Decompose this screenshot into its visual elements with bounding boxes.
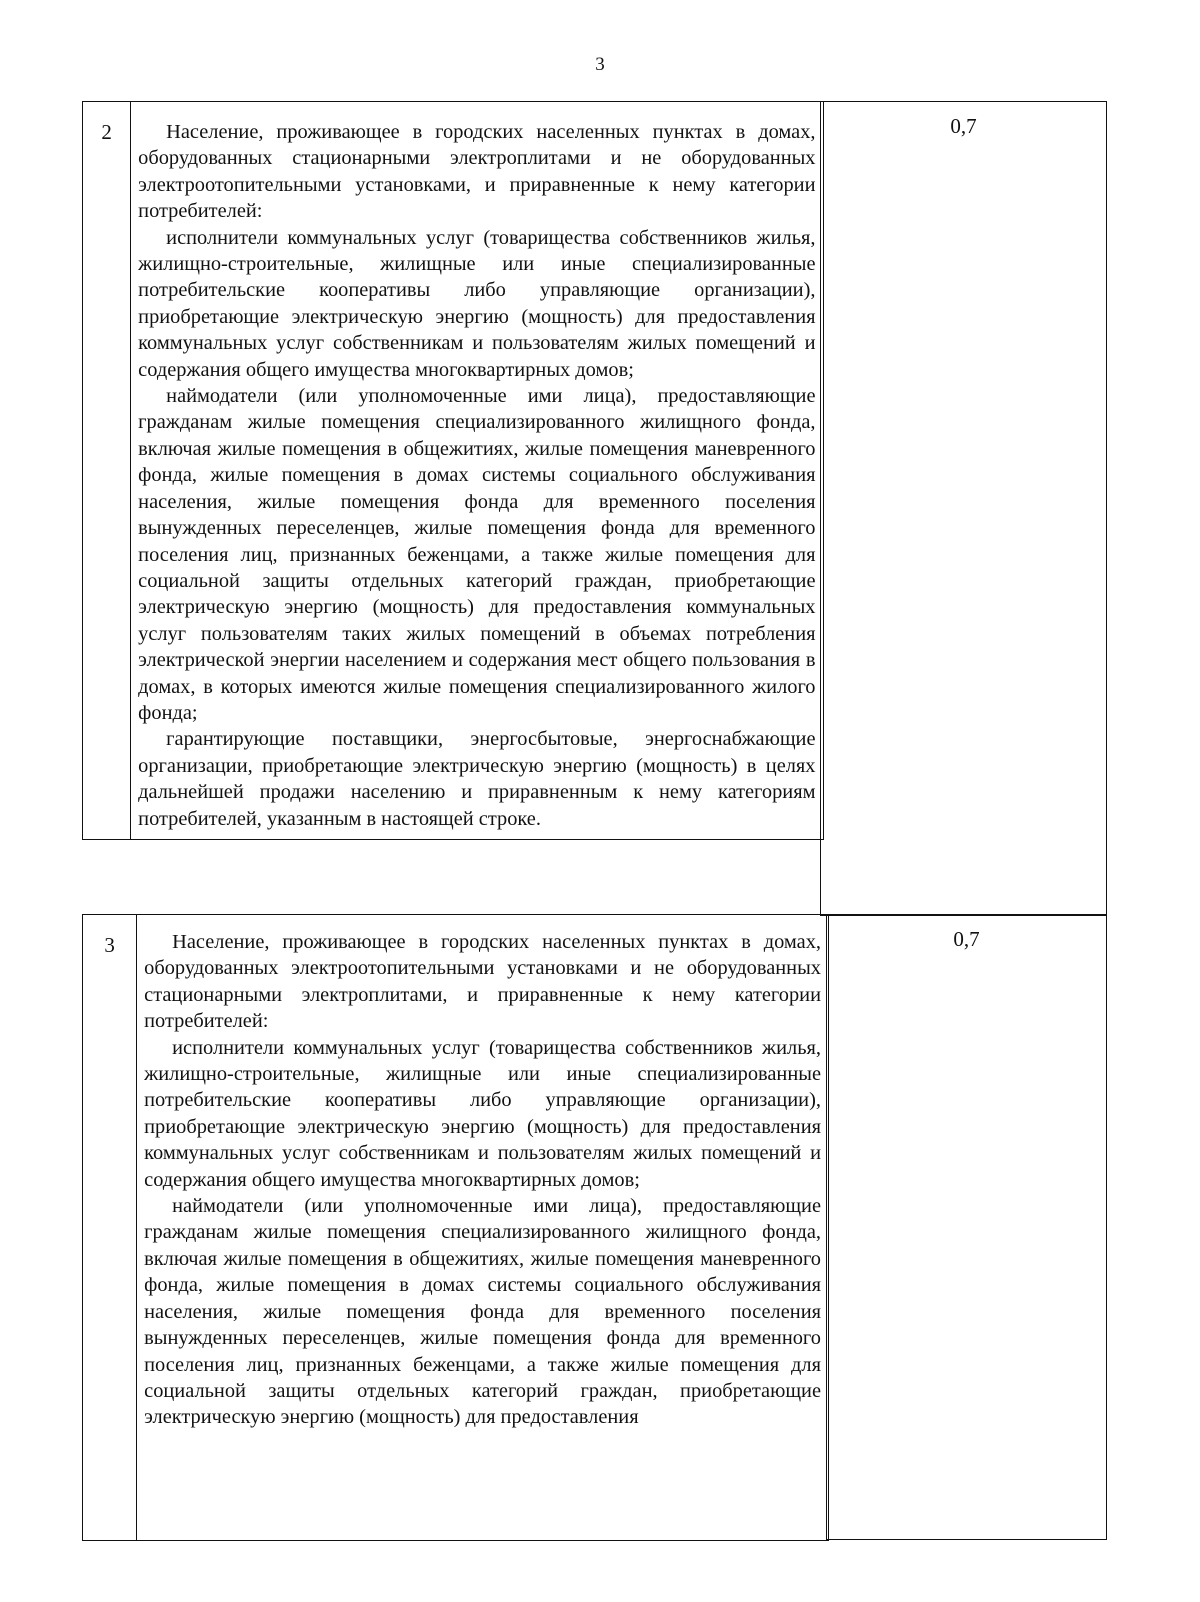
row-value: 0,7 bbox=[821, 102, 1107, 916]
description-paragraph: исполнители коммунальных услуг (товарищества собственников жилья, жилищно-строительные, жилищные или иные специализированные потребительские кооперативы либо управляющие организации), приобретающие электрическую энергию (мощность) для предоставления коммунальных услуг собственникам и пользователям жилых помещений и содержания общего имущества многоквартирных домов; bbox=[138, 226, 816, 381]
description-paragraph: гарантирующие поставщики, энергосбытовые, энергоснабжающие организации, приобретающие электрическую энергию (мощность) в целях дальнейшей продажи населению и приравненным к нему категориям потребителей, указанным в настоящей строке. bbox=[138, 728, 816, 830]
description-paragraph: наймодатели (или уполномоченные ими лица), предоставляющие гражданам жилые помещения специализированного жилищного фонда, включая жилые помещения в общежитиях, жилые помещения маневренного фонда, жилые помещения в домах системы социального обслуживания населения, жилые помещения фонда для временного поселения вынужденных переселенцев, жилые помещения фонда для временного поселения лиц, признанных беженцами, а также жилые помещения для социальной защиты отдельных категорий граждан, приобретающие электрическую энергию (мощность) для предоставления коммунальных услуг пользователям таких жилых помещений в объемах потребления электрической энергии населением и содержания мест общего пользования в домах, в которых имеются жилые помещения специализированного жилого фонда; bbox=[138, 385, 816, 724]
row-description bbox=[131, 102, 823, 840]
row-value: 0,7 bbox=[827, 915, 1107, 1540]
tariff-table-row-2 bbox=[82, 101, 823, 840]
description-paragraph: исполнители коммунальных услуг (товарищества собственников жилья, жилищно-строительные, жилищные или иные специализированные потребительские кооперативы либо управляющие организации), приобретающие электрическую энергию (мощность) для предоставления коммунальных услуг собственникам и пользователям жилых помещений и содержания общего имущества многоквартирных домов; bbox=[144, 1036, 821, 1191]
description-paragraph: Население, проживающее в городских населенных пунктах в домах, оборудованных электроотопительными установками и не оборудованных стационарными электроплитами, и приравненные к нему категории потребителей: bbox=[144, 931, 821, 1033]
table-row bbox=[83, 915, 829, 1541]
row-number: 2 bbox=[83, 102, 131, 840]
table-row bbox=[83, 102, 824, 840]
description-paragraph: Население, проживающее в городских населенных пунктах в домах, оборудованных стационарными электроплитами и не оборудованных электроотопительными установками, и приравненные к нему категории потребителей: bbox=[138, 121, 816, 223]
page-number: 3 bbox=[595, 54, 605, 75]
description-paragraph: наймодатели (или уполномоченные ими лица), предоставляющие гражданам жилые помещения специализированного жилищного фонда, включая жилые помещения в общежитиях, жилые помещения маневренного фонда, жилые помещения в домах системы социального обслуживания населения, жилые помещения фонда для временного поселения вынужденных переселенцев, жилые помещения фонда для временного поселения лиц, признанных беженцами, а также жилые помещения для социальной защиты отдельных категорий граждан, приобретающие электрическую энергию (мощность) для предоставления bbox=[144, 1195, 821, 1429]
tariff-table-row-3 bbox=[82, 914, 829, 1541]
row-number: 3 bbox=[83, 915, 137, 1541]
tariff-value-cell-row-2 bbox=[820, 101, 1107, 916]
tariff-value-cell-row-3 bbox=[826, 914, 1107, 1540]
row-description bbox=[137, 915, 829, 1541]
